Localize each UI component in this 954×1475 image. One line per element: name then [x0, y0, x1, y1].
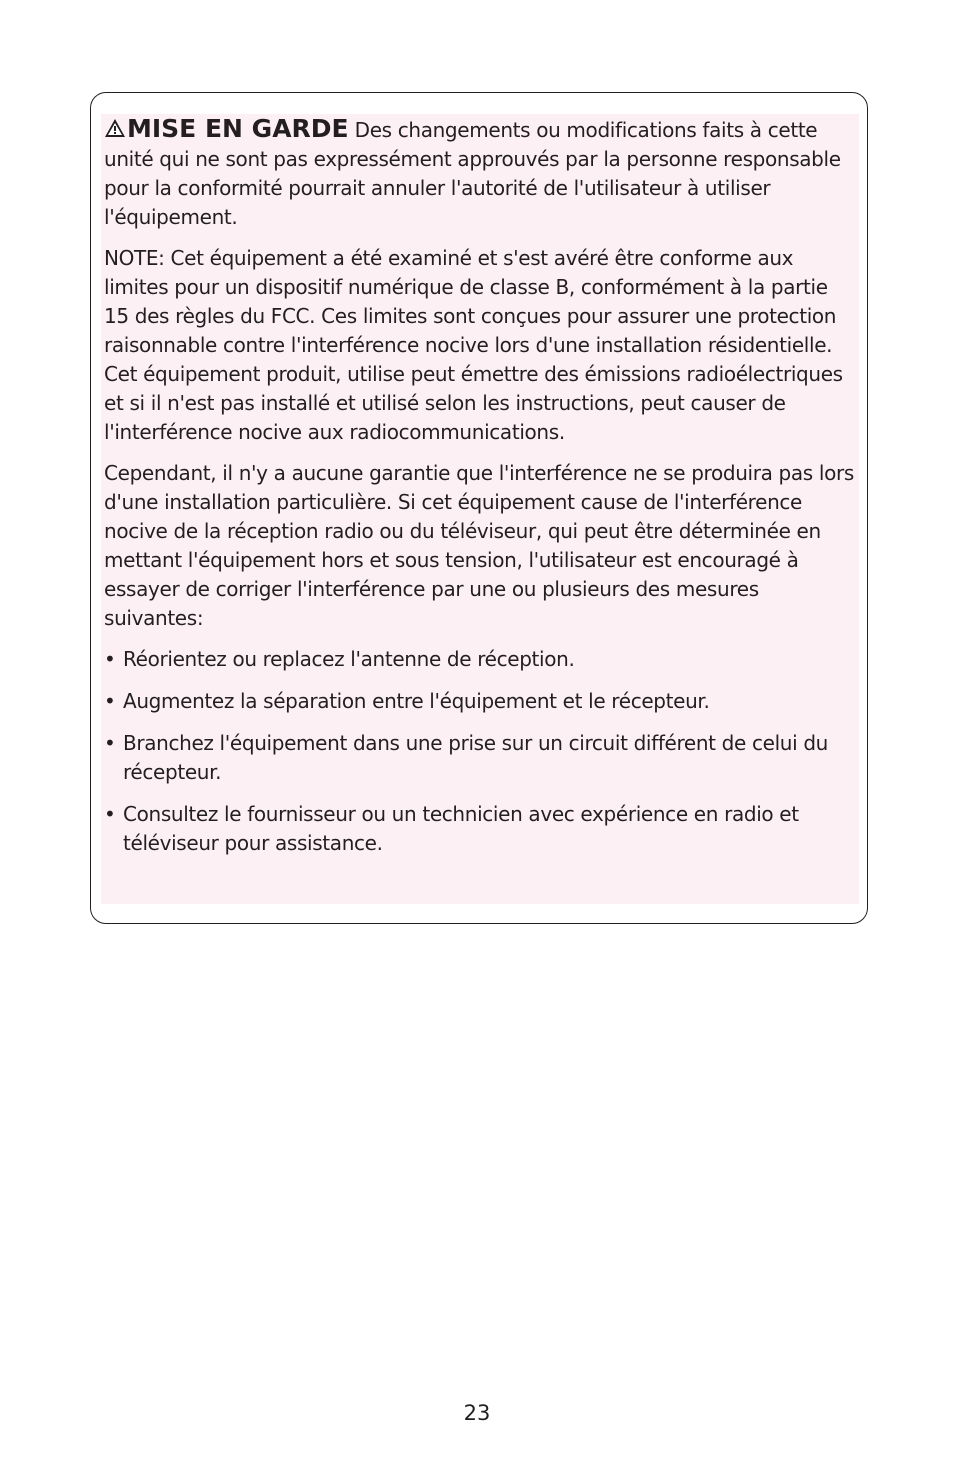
list-item — [104, 645, 855, 674]
list-item-text: Réorientez ou replacez l'antenne de réception. — [123, 647, 575, 671]
bullet-dot: • — [104, 689, 116, 713]
list-item-text: Branchez l'équipement dans une prise sur un circuit différent de celui du récepteur. — [123, 731, 829, 784]
caution-paragraph — [104, 114, 855, 232]
page-number: 23 — [463, 1401, 491, 1425]
caution-label: MISE EN GARDE — [127, 114, 349, 143]
note-paragraph: NOTE: Cet équipement a été examiné et s'est avéré être conforme aux limites pour un dispositif numérique de classe B, conformément à la partie 15 des règles du FCC. Ces limites sont conçues pour assurer une protection raisonnable contre l'interférence nocive lors d'une installation résidentielle. Cet équipement produit, utilise peut émettre des émissions radioélectriques et si il n'est pas installé et utilisé selon les instructions, peut causer de l'interférence nocive aux radiocommunications. — [104, 246, 843, 444]
bullet-dot: • — [104, 647, 116, 671]
list-item-text: Augmentez la séparation entre l'équipement et le récepteur. — [123, 689, 710, 713]
notice-panel — [101, 114, 859, 904]
list-item — [104, 800, 855, 858]
however-paragraph: Cependant, il n'y a aucune garantie que l'interférence ne se produira pas lors d'une installation particulière. Si cet équipement cause de l'interférence nocive de la réception radio ou du téléviseur, qui peut être déterminée en mettant l'équipement hors et sous tension, l'utilisateur est encouragé à essayer de corriger l'interférence par une ou plusieurs des mesures suivantes: — [104, 461, 854, 630]
list-item-text: Consultez le fournisseur ou un technicien avec expérience en radio et téléviseur pour assistance. — [123, 802, 799, 855]
list-item — [104, 729, 855, 787]
bullet-dot: • — [104, 731, 116, 755]
caution-text: Des changements ou modifications faits à cette unité qui ne sont pas expressément approuvés par la personne responsable pour la conformité pourrait annuler l'autorité de l'utilisateur à utiliser l'équipement. — [104, 118, 841, 229]
list-item — [104, 687, 855, 716]
warning-triangle-icon — [104, 118, 126, 138]
measures-list — [104, 645, 855, 858]
bullet-dot: • — [104, 802, 116, 826]
notice-box — [90, 92, 868, 924]
